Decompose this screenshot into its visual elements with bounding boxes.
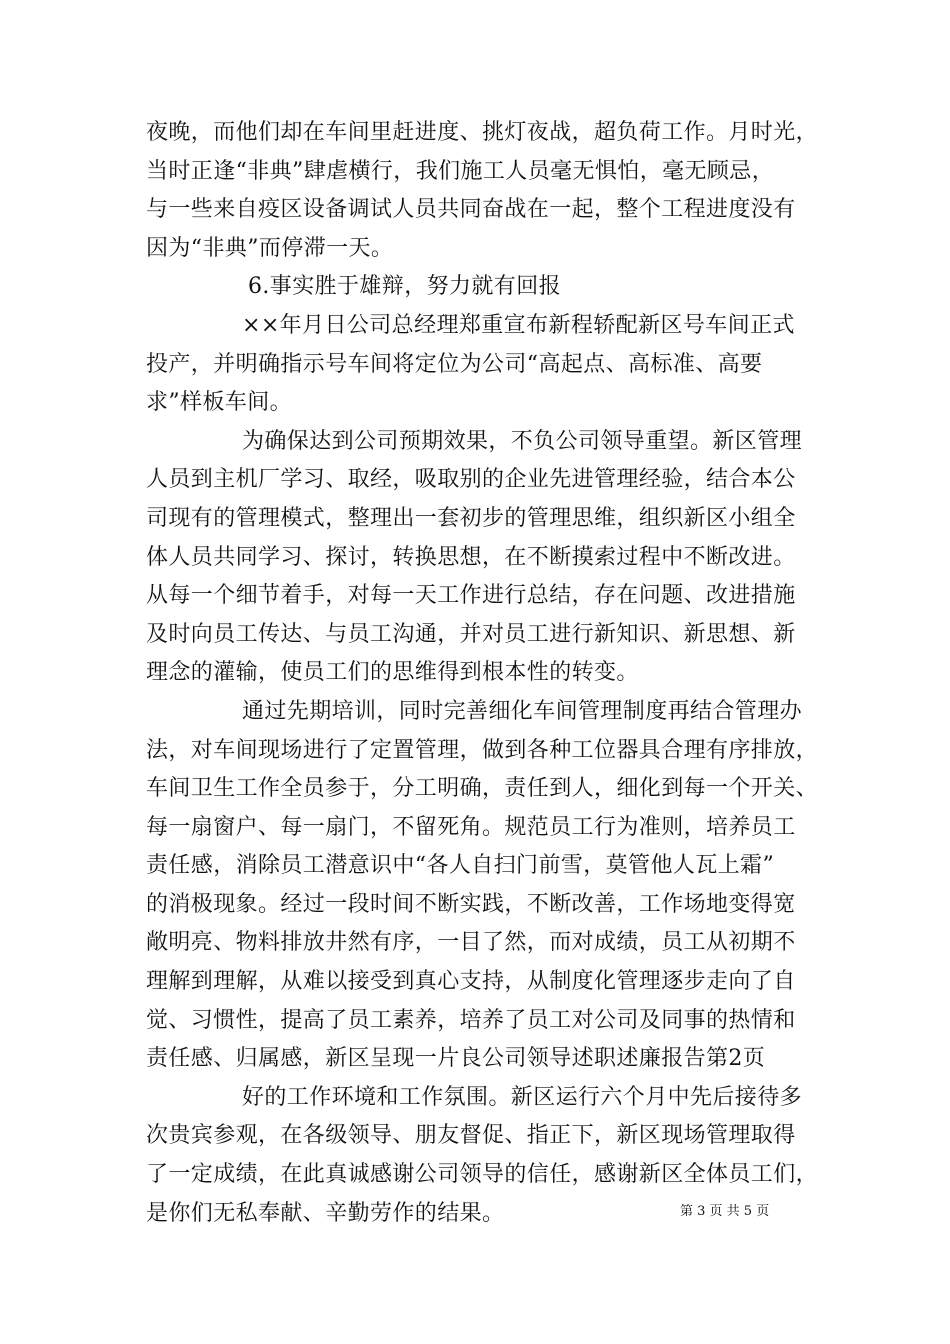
text-line: 法，对车间现场进行了定置管理，做到各种工位器具合理有序排放， <box>146 737 819 763</box>
text-line: 次贵宾参观，在各级领导、朋友督促、指正下，新区现场管理取得 <box>146 1123 796 1149</box>
text-line: 每一扇窗户、每一扇门，不留死角。规范员工行为准则，培养员工 <box>146 814 796 840</box>
text-line: 司现有的管理模式，整理出一套初步的管理思维，组织新区小组全 <box>146 505 796 531</box>
paragraph-start: 通过先期培训，同时完善细化车间管理制度再结合管理办 <box>242 698 803 724</box>
text-line: 觉、习惯性，提高了员工素养，培养了员工对公司及同事的热情和 <box>146 1007 796 1033</box>
text-line: 当时正逢“非典”肆虐横行，我们施工人员毫无惧怕，毫无顾忌， <box>146 158 775 184</box>
text-line: 及时向员工传达、与员工沟通，并对员工进行新知识、新思想、新 <box>146 621 796 647</box>
text-line: 求”样板车间。 <box>146 390 293 416</box>
text-line: 责任感、归属感，新区呈现一片良公司领导述职述廉报告第2页 <box>146 1046 766 1072</box>
text-line: 了一定成绩，在此真诚感谢公司领导的信任，感谢新区全体员工们， <box>146 1162 819 1188</box>
text-line: 的消极现象。经过一段时间不断实践，不断改善，工作场地变得宽 <box>146 891 796 917</box>
text-line: 理念的灌输，使员工们的思维得到根本性的转变。 <box>146 660 639 686</box>
text-line: 理解到理解，从难以接受到真心支持，从制度化管理逐步走向了自 <box>146 969 796 995</box>
text-line: 敞明亮、物料排放井然有序，一目了然，而对成绩，员工从初期不 <box>146 930 796 956</box>
text-line: 体人员共同学习、探讨，转换思想，在不断摸索过程中不断改进。 <box>146 544 796 570</box>
text-line: 从每一个细节着手，对每一天工作进行总结，存在问题、改进措施 <box>146 583 796 609</box>
text-line: 因为“非典”而停滞一天。 <box>146 235 394 261</box>
page-number: 第 3 页 共 5 页 <box>680 1204 770 1219</box>
text-line: 夜晚，而他们却在车间里赶进度、挑灯夜战，超负荷工作。月时光， <box>146 120 819 145</box>
paragraph-start: 为确保达到公司预期效果，不负公司领导重望。新区管理 <box>242 428 803 454</box>
text-line: 是你们无私奉献、辛勤劳作的结果。 <box>146 1200 505 1226</box>
text-line: 与一些来自疫区设备调试人员共同奋战在一起，整个工程进度没有 <box>146 197 796 223</box>
text-line: 投产，并明确指示号车间将定位为公司“高起点、高标准、高要 <box>146 351 763 377</box>
text-line: 责任感，消除员工潜意识中“各人自扫门前雪，莫管他人瓦上霜” <box>146 853 775 879</box>
text-line: 人员到主机厂学习、取经，吸取别的企业先进管理经验，结合本公 <box>146 467 796 493</box>
text-line: 车间卫生工作全员参于，分工明确，责任到人，细化到每一个开关、 <box>146 776 819 802</box>
body-text <box>146 114 819 1233</box>
paragraph-start: 好的工作环境和工作氛围。新区运行六个月中先后接待多 <box>242 1084 803 1110</box>
section-heading: 6.事实胜于雄辩，努力就有回报 <box>248 274 561 300</box>
paragraph-start: ××年月日公司总经理郑重宣布新程轿配新区号车间正式 <box>242 312 795 338</box>
